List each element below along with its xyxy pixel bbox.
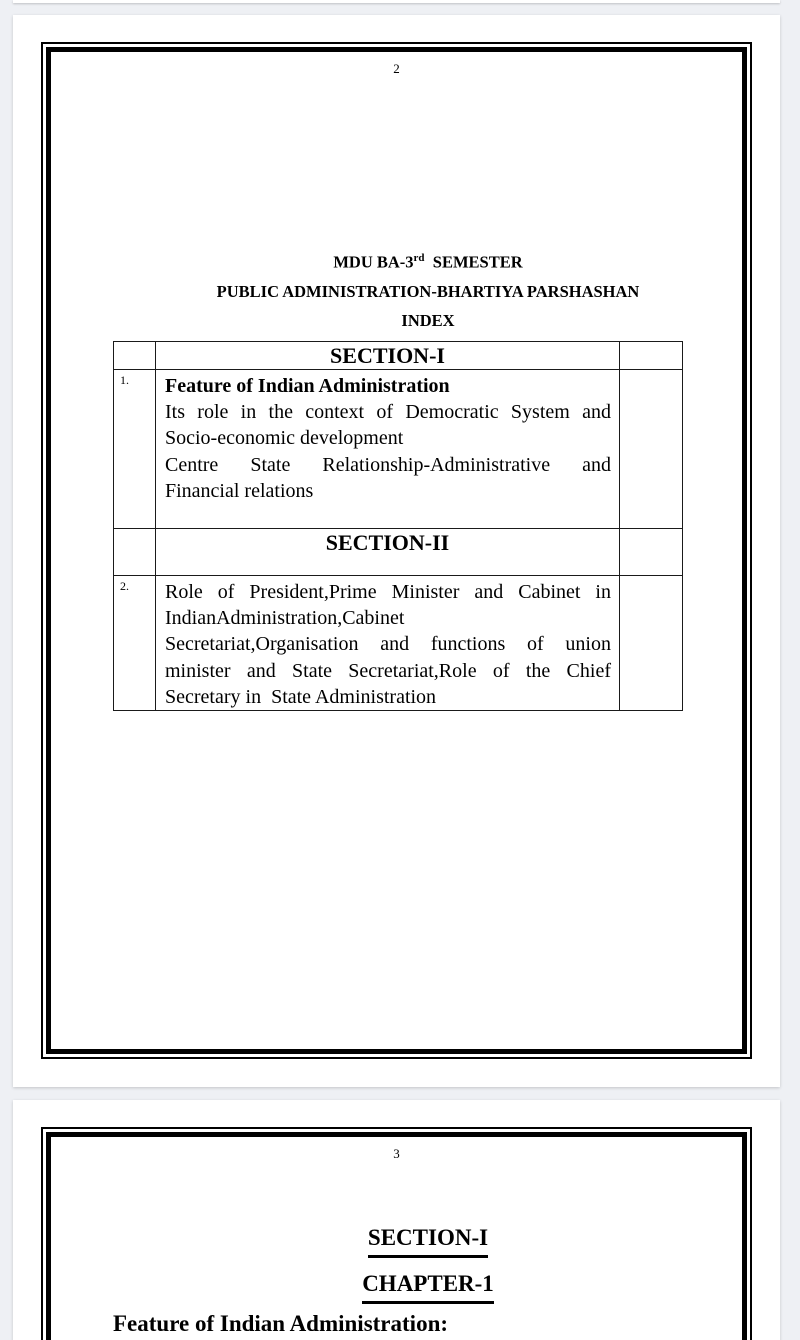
text-line: minister and State Secretariat,Role of the Chief [165, 659, 611, 682]
chapter-heading: CHAPTER-1 [113, 1268, 713, 1304]
index-table [113, 341, 683, 711]
item1-content-cell [156, 370, 620, 529]
item2-number-cell: 2. [114, 576, 156, 711]
item1-number-cell: 1. [114, 370, 156, 529]
page-3-number: 3 [393, 1146, 400, 1161]
text-line: Centre State Relationship-Administrative and [165, 453, 611, 476]
page-2 [13, 15, 780, 1087]
text-line: Secretary in State Administration [165, 685, 437, 708]
text-line: IndianAdministration,Cabinet [165, 607, 405, 630]
title-line-subject: PUBLIC ADMINISTRATION-BHARTIYA PARSHASHAN [216, 281, 640, 301]
section2-header-cell: SECTION-II [156, 529, 620, 576]
title-line-index: INDEX [401, 310, 455, 330]
table-row-item1 [114, 370, 683, 529]
topic-heading: Feature of Indian Administration: [113, 1308, 448, 1340]
section1-header-cell: SECTION-I [156, 342, 620, 370]
empty-cell [620, 370, 683, 529]
text-line: Secretariat,Organisation and functions of union [165, 633, 611, 656]
previous-page-bottom-edge [13, 0, 780, 3]
text-line: Its role in the context of Democratic System and [165, 401, 611, 424]
item1-description [165, 399, 611, 504]
document-title-block [113, 244, 713, 335]
empty-cell [620, 529, 683, 576]
page-3 [13, 1100, 780, 1340]
table-row-section2-header [114, 529, 683, 576]
empty-cell [114, 342, 156, 370]
section-heading: SECTION-I [113, 1222, 713, 1258]
item1-title: Feature of Indian Administration [165, 375, 450, 397]
text-line: Role of President,Prime Minister and Cabinet in [165, 581, 611, 603]
title-line-semester: MDU BA-3rd SEMESTER [333, 252, 523, 272]
table-row-item2 [114, 576, 683, 711]
table-row-section1-header [114, 342, 683, 370]
item2-content-cell [156, 576, 620, 711]
text-line: Financial relations [165, 479, 314, 502]
page-2-number: 2 [393, 61, 400, 76]
text-line: Socio-economic development [165, 427, 404, 450]
ordinal-superscript: rd [413, 252, 425, 264]
empty-cell [114, 529, 156, 576]
item2-description [165, 579, 611, 710]
empty-cell [620, 576, 683, 711]
empty-cell [620, 342, 683, 370]
